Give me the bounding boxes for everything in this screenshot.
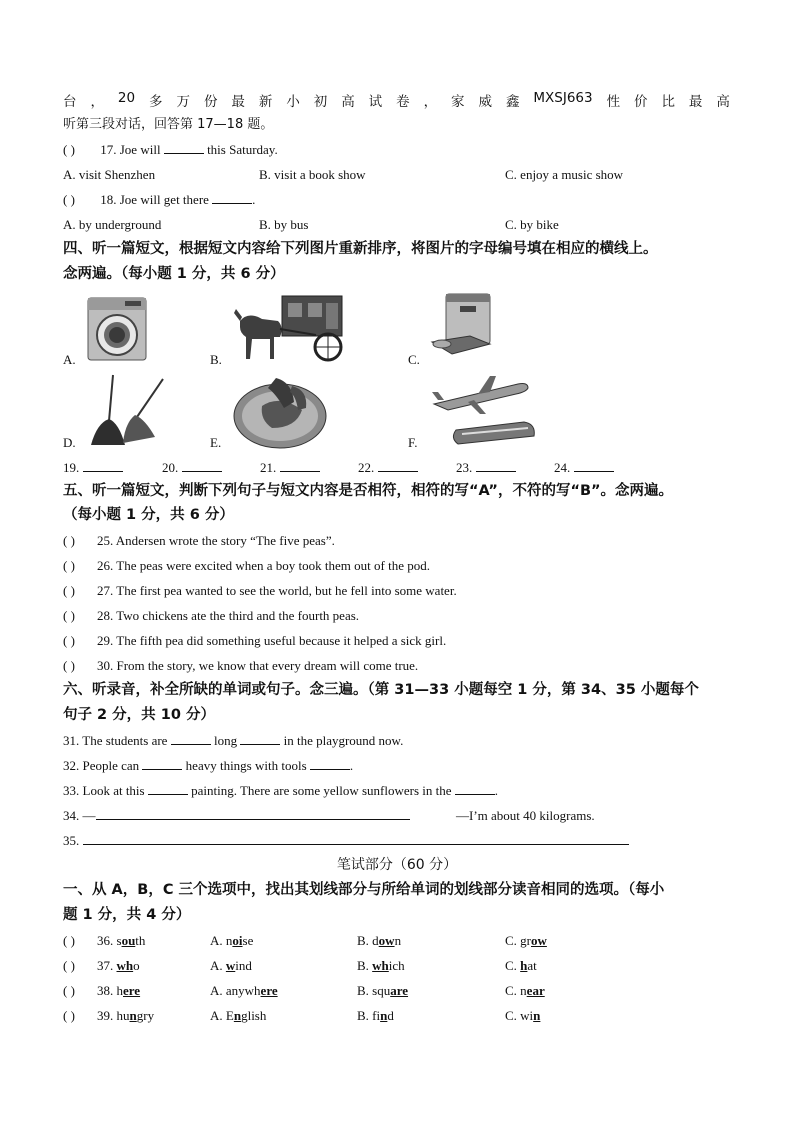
answer-paren[interactable]: ( ) [63,142,75,157]
part5-title-line1: 五、听一篇短文，判断下列句子与短文内容是否相符，相符的写“A”，不符的写“B”。念两遍。 [63,483,674,499]
written-section-title: 笔试部分（60 分） [336,857,458,873]
answer-paren[interactable]: ( ) [63,583,75,598]
header-token: MXSJ663 [533,90,593,106]
image-a-label: A. [63,352,76,367]
header-token: 价 [634,94,648,110]
header-token: 最 [688,94,703,110]
header-token: ， [423,94,438,110]
question-17: ( ) 17. Joe will this Saturday. [63,142,278,157]
washing-machine-icon [85,296,149,362]
answer-paren[interactable]: ( ) [63,633,75,648]
answer-blank[interactable] [142,757,182,770]
header-token: ， [90,94,104,110]
header-token: 20 [117,90,136,106]
option-b[interactable]: B. find [357,1008,394,1023]
written-part1-title-line1: 一、从 A，B，C 三个选项中，找出其划线部分与所给单词的划线部分读音相同的选项。（每小 [63,882,665,898]
answer-blank[interactable] [212,191,252,204]
header-token: 家 [451,94,465,110]
given-word: south [116,933,146,948]
image-f-label: F. [408,435,418,450]
header-token: 台 [63,94,77,110]
question-18: ( ) 18. Joe will get there . [63,192,256,207]
option-c[interactable]: C. win [505,1008,541,1023]
option-c[interactable]: C. hat [505,958,537,973]
blank-21[interactable]: 21. [260,459,320,477]
q17-option-b: B. visit a book show [259,167,366,182]
header-token: 多 [149,94,163,110]
header-token: 鑫 [505,94,520,110]
option-b[interactable]: B. square [357,983,409,998]
q18-option-a: A. by underground [63,217,162,232]
brooms-icon [85,373,169,449]
header-token: 小 [286,94,300,110]
question-39 [63,1007,154,1025]
option-c[interactable]: C. grow [505,933,547,948]
part4-title-line2: 念两遍。（每小题 1 分，共 6 分） [63,266,285,282]
answer-paren[interactable]: ( ) [63,608,75,623]
given-word: here [116,983,141,998]
answer-paren[interactable]: ( ) [63,1008,75,1023]
robot-vacuum-icon [430,292,494,360]
question-33: 33. Look at this painting. There are some yellow sunflowers in the . [63,783,499,798]
q17-option-a: A. visit Shenzhen [63,167,156,182]
option-b[interactable]: B. which [357,958,405,973]
header-token: 卷 [396,94,410,110]
plane-and-train-icon [428,374,538,448]
image-c-label: C. [408,352,420,367]
blank-20[interactable]: 20. [162,459,222,477]
hand-washing-icon [232,372,328,450]
header-token: 高 [716,94,730,110]
question-35: 35. [63,832,629,850]
answer-blank[interactable] [164,141,204,154]
question-28: ( ) 28. Two chickens ate the third and the fourth peas. [63,608,360,623]
answer-paren[interactable]: ( ) [63,533,75,548]
question-38 [63,982,140,1000]
question-25: ( ) 25. Andersen wrote the story “The five peas”. [63,533,335,548]
image-d-label: D. [63,435,76,450]
blank-22[interactable]: 22. [358,459,418,477]
question-number: 39. [97,1008,117,1023]
answer-blank[interactable] [171,732,211,745]
option-a[interactable]: A. wind [210,958,252,973]
question-30: ( ) 30. From the story, we know that every dream will come true. [63,658,419,673]
option-a[interactable]: A. English [210,1008,267,1023]
question-number: 38. [97,983,117,998]
q17-option-c: C. enjoy a music show [505,167,624,182]
question-34: 34. — [63,807,410,825]
part3-instruction: 听第三段对话，回答第 17—18 题。 [63,117,274,132]
header-token: 性 [606,94,621,110]
given-word: hungry [116,1008,155,1023]
header-token: 初 [313,94,328,110]
answer-blank[interactable] [310,757,350,770]
header-token: 份 [203,94,218,110]
header-token: 威 [478,94,492,110]
given-word: who [116,958,140,973]
blank-23[interactable]: 23. [456,459,516,477]
header-line [63,90,730,110]
question-36 [63,932,145,950]
answer-paren[interactable]: ( ) [63,958,75,973]
blank-19[interactable]: 19. [63,459,123,477]
answer-paren[interactable]: ( ) [63,558,75,573]
answer-blank[interactable] [148,782,188,795]
answer-paren[interactable]: ( ) [63,983,75,998]
option-a[interactable]: A. anywhere [210,983,278,998]
question-26: ( ) 26. The peas were excited when a boy took them out of the pod. [63,558,430,573]
question-31: 31. The students are long in the playground now. [63,733,404,748]
header-token: 万 [176,94,190,110]
question-37 [63,957,140,975]
answer-paren[interactable]: ( ) [63,192,75,207]
q18-option-b: B. by bus [259,217,309,232]
answer-blank[interactable] [83,832,629,845]
question-number: 37. [97,958,117,973]
header-token: 比 [661,94,675,110]
option-a[interactable]: A. noise [210,933,254,948]
written-part1-title-line2: 题 1 分，共 4 分） [63,907,191,923]
horse-cart-icon [230,293,344,365]
answer-paren[interactable]: ( ) [63,658,75,673]
question-number: 36. [97,933,117,948]
part6-title-line2: 句子 2 分，共 10 分） [63,707,215,723]
question-27: ( ) 27. The first pea wanted to see the world, but he fell into some water. [63,583,457,598]
part6-title-line1: 六、听录音，补全所缺的单词或句子。念三遍。（第 31—33 小题每空 1 分，第 34、35 小题每个 [63,682,699,698]
question-29: ( ) 29. The fifth pea did something useful because it helped a sick girl. [63,633,447,648]
answer-paren[interactable]: ( ) [63,933,75,948]
option-b[interactable]: B. down [357,933,402,948]
header-token: 新 [258,94,273,110]
header-token: 高 [341,94,355,110]
answer-blank[interactable] [240,732,280,745]
image-e-label: E. [210,435,222,450]
answer-blank[interactable] [96,807,410,820]
option-c[interactable]: C. near [505,983,545,998]
header-token: 最 [231,94,245,110]
answer-blank[interactable] [455,782,495,795]
image-b-label: B. [210,352,222,367]
question-32: 32. People can heavy things with tools . [63,758,354,773]
header-token: 试 [368,94,383,110]
blank-24[interactable]: 24. [554,459,614,477]
part4-title-line1: 四、听一篇短文，根据短文内容给下列图片重新排序，将图片的字母编号填在相应的横线上。 [63,241,658,257]
part5-title-line2: （每小题 1 分，共 6 分） [63,507,234,523]
q18-option-c: C. by bike [505,217,559,232]
question-34-reply: —I’m about 40 kilograms. [456,808,595,823]
